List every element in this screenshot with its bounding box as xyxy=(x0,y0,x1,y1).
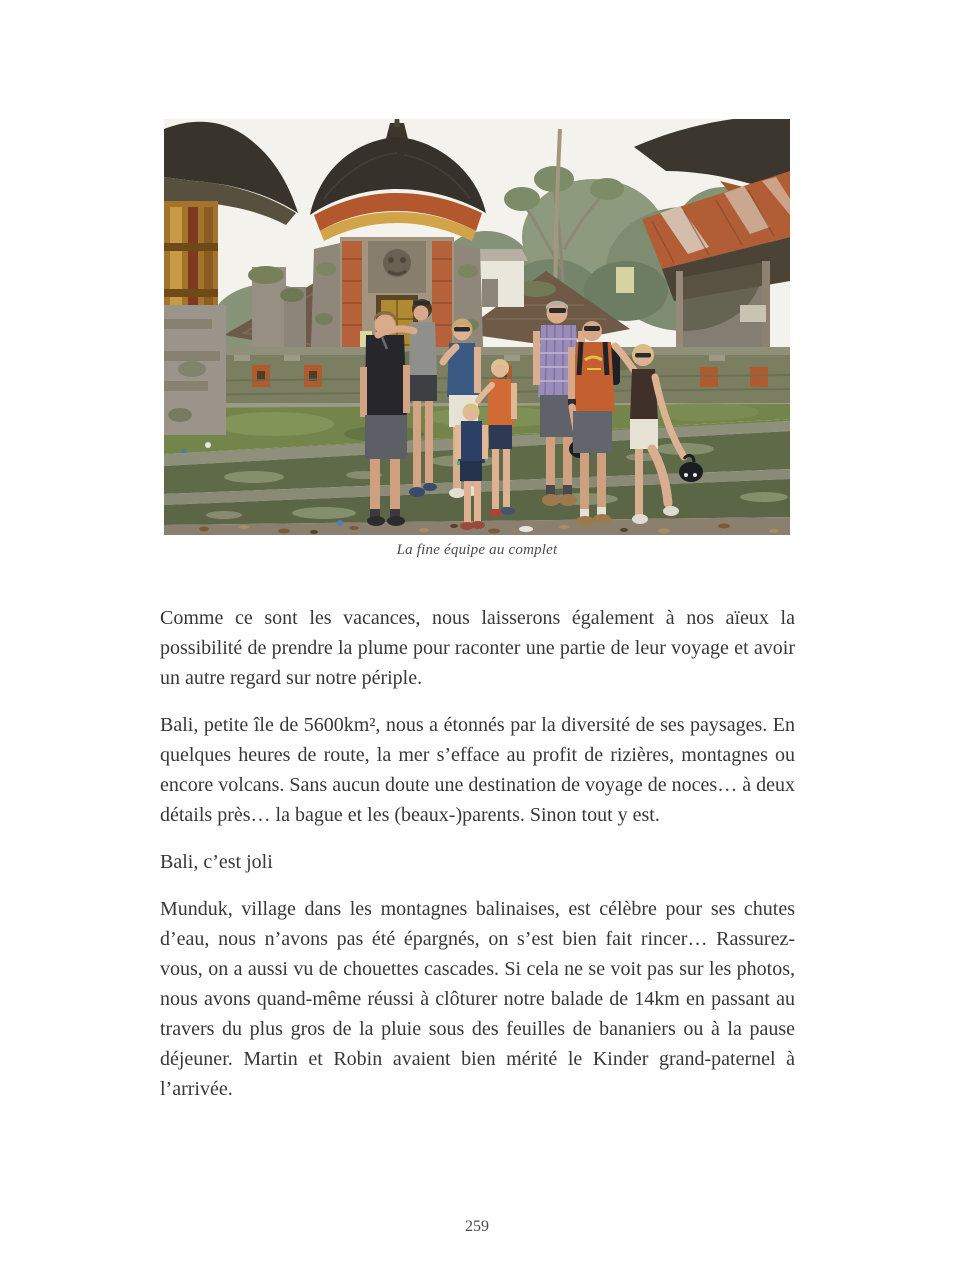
paragraph-1: Comme ce sont les vacances, nous laisserons également à nos aïeux la possibilité de prendre la plume pour raconter une partie de leur voyage et avoir un autre regard sur notre périple. xyxy=(160,607,795,689)
paragraph-2: Bali, petite île de 5600km², nous a étonnés par la diversité de ses paysages. En quelques heures de route, la mer s’efface au profit de rizières, montagnes ou encore volcans. Sans aucun doute une destination de voyage de noces… à deux détails près… la bague et les (beaux-)parents. Sinon tout y est. xyxy=(160,714,795,826)
stone-pedestal xyxy=(164,305,226,435)
page-number: 259 xyxy=(465,1218,489,1235)
body-text xyxy=(160,603,795,1121)
hanging-cloth xyxy=(616,267,634,293)
paragraph-3: Bali, c’est joli xyxy=(160,851,273,873)
family-photo xyxy=(164,119,790,535)
paragraph-4: Munduk, village dans les montagnes balinaises, est célèbre pour ses chutes d’eau, nous n’avons pas été épargnés, on s’est bien fait rincer… Rassurez- vous, on a aussi vu de chouettes cascades. Si cela ne se voit pas sur les photos, nous avons quand-même réussi à clôturer notre balade de 14km en passant au travers du plus gros de la pluie sous des feuilles de bananiers ou à la pause déjeuner. Martin et Robin avaient bien mérité le Kinder grand-paternel à l’arrivée. xyxy=(160,898,795,1100)
family-photo-illustration xyxy=(164,119,790,535)
photo-caption: La fine équipe au complet xyxy=(396,542,558,558)
